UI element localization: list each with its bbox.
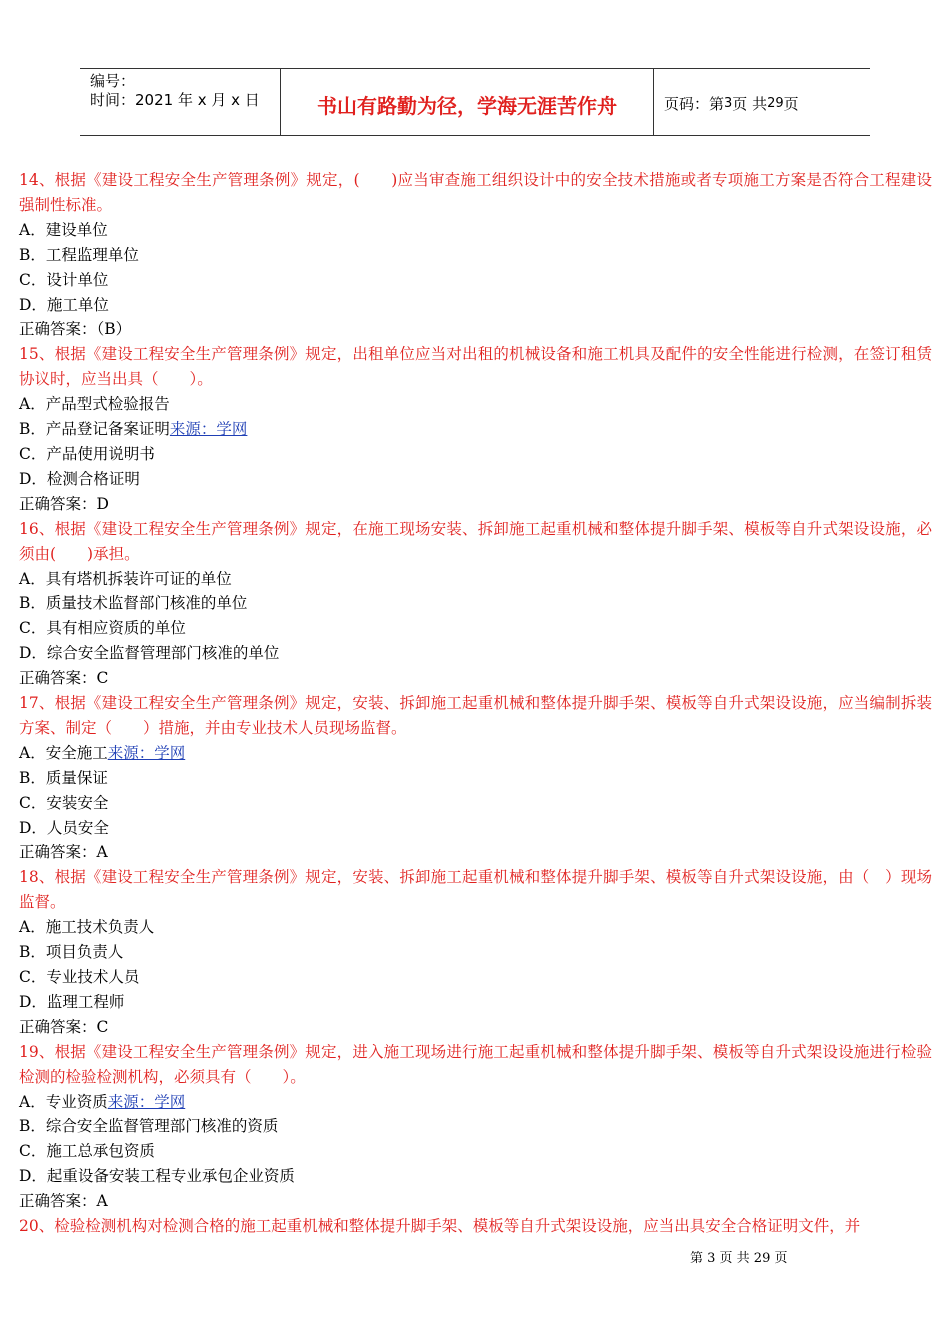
page-suffix: 页 [783,94,799,113]
source-link[interactable]: 来源：学网 [169,420,248,439]
correct-answer: 正确答案：C [19,1017,109,1036]
correct-answer: 正确答案：D [19,494,109,513]
option-a: A．产品型式检验报告 [19,395,170,414]
question-stem: 15、根据《建设工程安全生产管理条例》规定，出租单位应当对出租的机械设备和施工机具及配件的安全性能进行检测，在签订租赁协议时，应当出具（ ）。 [19,345,932,389]
option-c: C．专业技术人员 [19,968,140,986]
option-b: B．项目负责人 [19,943,124,962]
option-a-text: A．专业资质 [19,1092,108,1111]
option-a [19,1090,932,1115]
option-a [19,741,932,766]
question-stem: 17、根据《建设工程安全生产管理条例》规定，安装、拆卸施工起重机械和整体提升脚手架、模板等自升式架设设施，应当编制拆装方案、制定（ ）措施，并由专业技术人员现场监督。 [19,694,932,737]
option-b-text: B．产品登记备案证明 [19,420,170,439]
document-date: 时间：2021 年 x 月 x 日 [90,91,260,109]
question-list [19,168,932,1239]
option-d: D．综合安全监督管理部门核准的单位 [19,644,280,663]
correct-answer: 正确答案：A [19,1192,108,1211]
page-total: 29 [767,95,784,111]
option-b: B．质量技术监督部门核准的单位 [19,594,248,613]
question-stem: 18、根据《建设工程安全生产管理条例》规定，安装、拆卸施工起重机械和整体提升脚手架、模板等自升式架设设施，由（ ）现场监督。 [19,868,932,912]
option-d: D．起重设备安装工程专业承包企业资质 [19,1167,295,1186]
option-a: A．具有塔机拆装许可证的单位 [19,569,232,588]
option-b: B．质量保证 [19,768,108,787]
option-a: A．施工技术负责人 [19,918,155,937]
page-current: 3 [724,95,733,111]
option-b [19,417,932,442]
option-a-text: A．安全施工 [19,743,108,762]
option-c: C．设计单位 [19,270,109,289]
option-b: B．工程监理单位 [19,245,139,264]
question-stem: 20、检验检测机构对检测合格的施工起重机械和整体提升脚手架、模板等自升式架设设施，应当出具安全合格证明文件，并 [19,1217,861,1236]
page-header [80,68,870,136]
page-prefix: 页码：第 [664,94,725,113]
question-stem: 14、根据《建设工程安全生产管理条例》规定，( )应当审查施工组织设计中的安全技术措施或者专项施工方案是否符合工程建设强制性标准。 [19,171,932,214]
option-b: B．综合安全监督管理部门核准的资质 [19,1117,279,1136]
page-footer: 第 3 页 共 29 页 [690,1251,788,1266]
correct-answer: 正确答案：C [19,669,109,688]
option-d: D．施工单位 [19,295,109,314]
option-c: C．施工总承包资质 [19,1142,155,1161]
header-motto: 书山有路勤为径，学海无涯苦作舟 [281,69,654,135]
header-info [80,69,281,135]
option-d: D．检测合格证明 [19,469,140,488]
question-stem: 19、根据《建设工程安全生产管理条例》规定，进入施工现场进行施工起重机械和整体提升脚手架、模板等自升式架设设施进行检验检测的检验检测机构，必须具有（ ）。 [19,1042,932,1086]
option-a: A．建设单位 [19,220,108,239]
option-c: C．安装安全 [19,793,109,812]
source-link[interactable]: 来源：学网 [107,1092,186,1111]
correct-answer: 正确答案：（B） [19,320,132,339]
header-page-number [654,69,870,135]
source-link[interactable]: 来源：学网 [107,743,186,762]
question-stem: 16、根据《建设工程安全生产管理条例》规定，在施工现场安装、拆卸施工起重机械和整体提升脚手架、模板等自升式架设设施，必须由( )承担。 [19,519,932,563]
option-c: C．产品使用说明书 [19,444,155,463]
page-mid: 页 共 [732,94,768,113]
option-d: D．监理工程师 [19,992,125,1011]
correct-answer: 正确答案：A [19,843,108,862]
option-c: C．具有相应资质的单位 [19,619,186,638]
option-d: D．人员安全 [19,818,109,837]
document-number-label: 编号： [90,72,136,90]
